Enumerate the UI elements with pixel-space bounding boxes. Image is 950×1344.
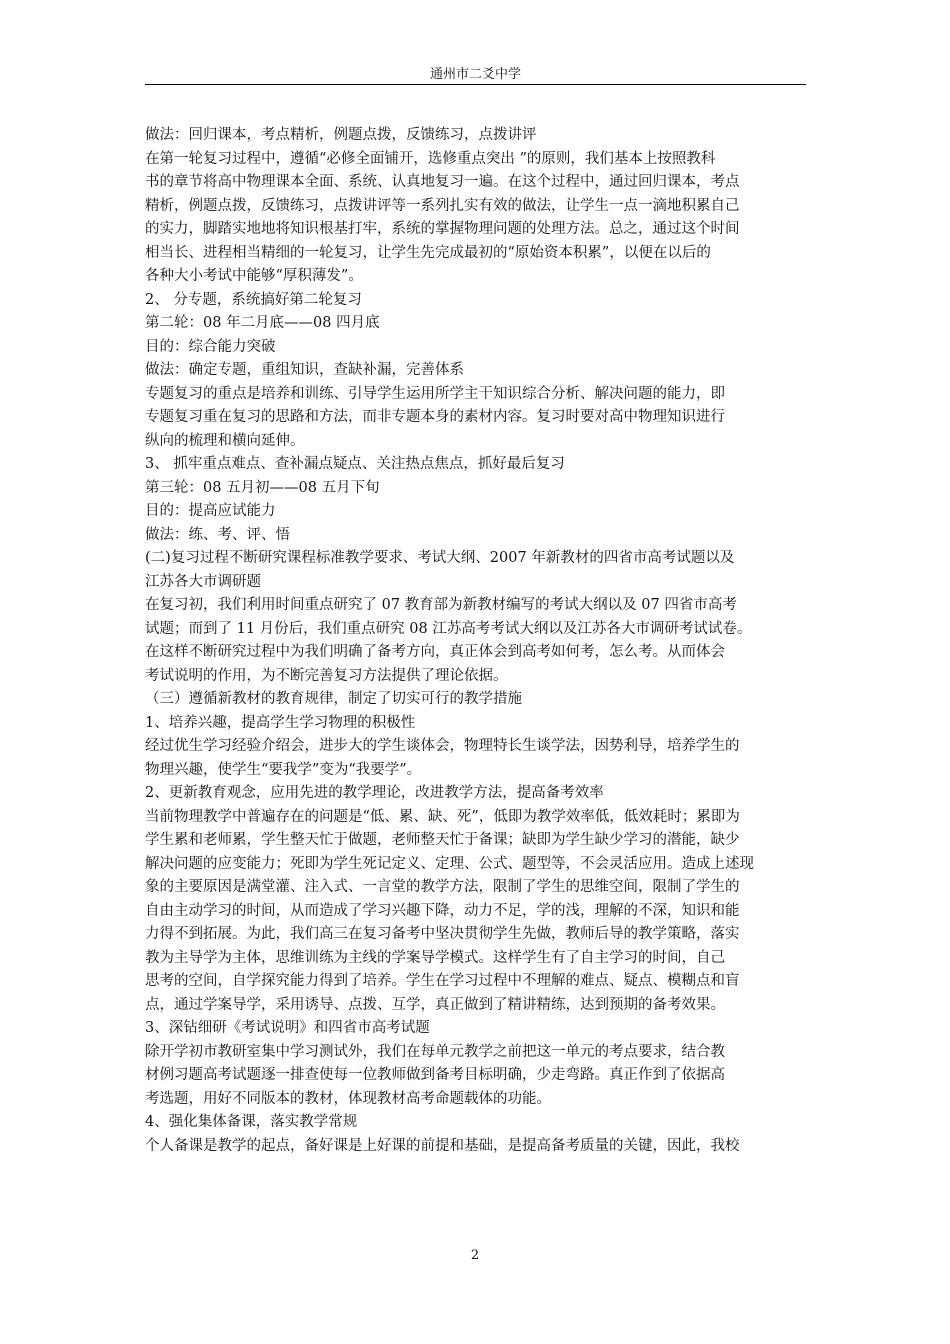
- text-line: 目的：综合能力突破: [145, 338, 276, 355]
- text-line: 专题复习的重点是培养和训练、引导学生运用所学主干知识综合分析、解决问题的能力，即: [145, 385, 725, 402]
- text-line: 象的主要原因是满堂灌、注入式、一言堂的教学方法，限制了学生的思维空间，限制了学生的: [145, 879, 740, 895]
- text-line: 江苏各大市调研题: [145, 573, 261, 590]
- text-line: 考试说明的作用，为不断完善复习方法提供了理论依据。: [145, 667, 508, 684]
- text-line: (二)复习过程不断研究课程标准教学要求、考试大纲、2007 年新教材的四省市高考试题以及: [145, 550, 735, 566]
- text-line: 的实力，脚踏实地地将知识根基打牢，系统的掌握物理问题的处理方法。总之，通过这个时间: [145, 221, 740, 237]
- text-line: 目的：提高应试能力: [145, 503, 276, 519]
- text-line: 自由主动学习的时间，从而造成了学习兴趣下降，动力不足，学的浅，理解的不深，知识和能: [145, 902, 740, 919]
- text-line: 物理兴趣，使学生“要我学”变为“我要学”。: [145, 761, 422, 778]
- text-line: 做法：回归课本，考点精析，例题点拨，反馈练习，点拨讲评: [145, 127, 537, 143]
- text-line: 在这样不断研究过程中为我们明确了备考方向，真正体会到高考如何考，怎么考。从而体会: [145, 644, 725, 660]
- header-rule: [145, 84, 806, 85]
- text-line: 除开学初市教研室集中学习测试外，我们在每单元教学之前把这一单元的考点要求，结合教: [145, 1043, 725, 1060]
- text-line: 专题复习重在复习的思路和方法，而非专题本身的素材内容。复习时要对高中物理知识进行: [145, 409, 725, 425]
- text-line: 点，通过学案导学，采用诱导、点拨、互学，真正做到了精讲精练，达到预期的备考效果。: [145, 996, 725, 1013]
- text-line: 3、 抓牢重点难点、查补漏点疑点、关注热点焦点，抓好最后复习: [145, 456, 565, 472]
- text-line: 思考的空间，自学探究能力得到了培养。学生在学习过程中不理解的难点、疑点、模糊点和盲: [145, 973, 740, 989]
- text-line: 力得不到拓展。为此，我们高三在复习备考中坚决贯彻学生先做，教师后导的教学策略，落实: [145, 926, 740, 942]
- text-line: 经过优生学习经验介绍会，进步大的学生谈体会，物理特长生谈学法，因势利导，培养学生的: [145, 738, 740, 754]
- text-line: 试题；而到了 11 月份后，我们重点研究 08 江苏高考考试大纲以及江苏各大市调研考试试卷。: [145, 620, 752, 637]
- text-line: 在第一轮复习过程中，遵循“必修全面铺开，选修重点突出 ”的原则，我们基本上按照教科: [145, 150, 716, 167]
- text-line: 考选题，用好不同版本的教材，体现教材高考命题载体的功能。: [145, 1090, 551, 1107]
- text-line: 1、培养兴趣，提高学生学习物理的积极性: [145, 714, 416, 731]
- text-line: 相当长、进程相当精细的一轮复习，让学生先完成最初的“原始资本积累”，以便在以后的: [145, 244, 711, 261]
- text-line: 做法：练、考、评、悟: [145, 526, 290, 543]
- text-line: 2、更新教育观念，应用先进的教学理论，改进教学方法，提高备考效率: [145, 785, 604, 801]
- text-line: 第三轮：08 五月初——08 五月下旬: [145, 479, 380, 496]
- text-line: 书的章节将高中物理课本全面、系统、认真地复习一遍。在这个过程中，通过回归课本，考点: [145, 174, 740, 190]
- text-line: 材例习题高考试题逐一排查使每一位教师做到备考目标明确，少走弯路。真正作到了依据高: [145, 1067, 725, 1083]
- text-line: 在复习初，我们利用时间重点研究了 07 教育部为新教材编写的考试大纲以及 07 四省市高考: [145, 597, 737, 613]
- text-line: 2、 分专题，系统搞好第二轮复习: [145, 291, 362, 308]
- text-line: 做法：确定专题，重组知识，查缺补漏，完善体系: [145, 362, 464, 378]
- text-line: 学生累和老师累，学生整天忙于做题，老师整天忙于备课；缺即为学生缺少学习的潜能，缺少: [145, 832, 740, 848]
- text-line: （三）遵循新教材的教育规律，制定了切实可行的教学措施: [145, 691, 522, 707]
- text-line: 当前物理教学中普遍存在的问题是“低、累、缺、死”，低即为教学效率低，低效耗时；累即为: [145, 808, 740, 825]
- text-line: 各种大小考试中能够“厚积薄发”。: [145, 268, 363, 284]
- page-number: 2: [470, 1248, 480, 1263]
- text-line: 精析，例题点拨，反馈练习，点拨讲评等一系列扎实有效的做法，让学生一点一滴地积累自己: [145, 197, 740, 214]
- text-line: 第二轮：08 年二月底——08 四月底: [145, 315, 380, 331]
- text-line: 解决问题的应变能力；死即为学生死记定义、定理、公式、题型等，不会灵活应用。造成上述现: [145, 855, 754, 872]
- text-line: 个人备课是教学的起点，备好课是上好课的前提和基础，是提高备考质量的关键，因此，我校: [145, 1137, 740, 1154]
- text-line: 教为主导学为主体，思维训练为主线的学案导学模式。这样学生有了自主学习的时间，自己: [145, 949, 725, 966]
- text-line: 4、强化集体备课，落实教学常规: [145, 1114, 358, 1130]
- text-line: 纵向的梳理和横向延伸。: [145, 432, 305, 449]
- page-header: 通州市二爻中学: [429, 67, 521, 82]
- document-body: [145, 124, 810, 1158]
- text-line: 3、深钻细研《考试说明》和四省市高考试题: [145, 1020, 430, 1036]
